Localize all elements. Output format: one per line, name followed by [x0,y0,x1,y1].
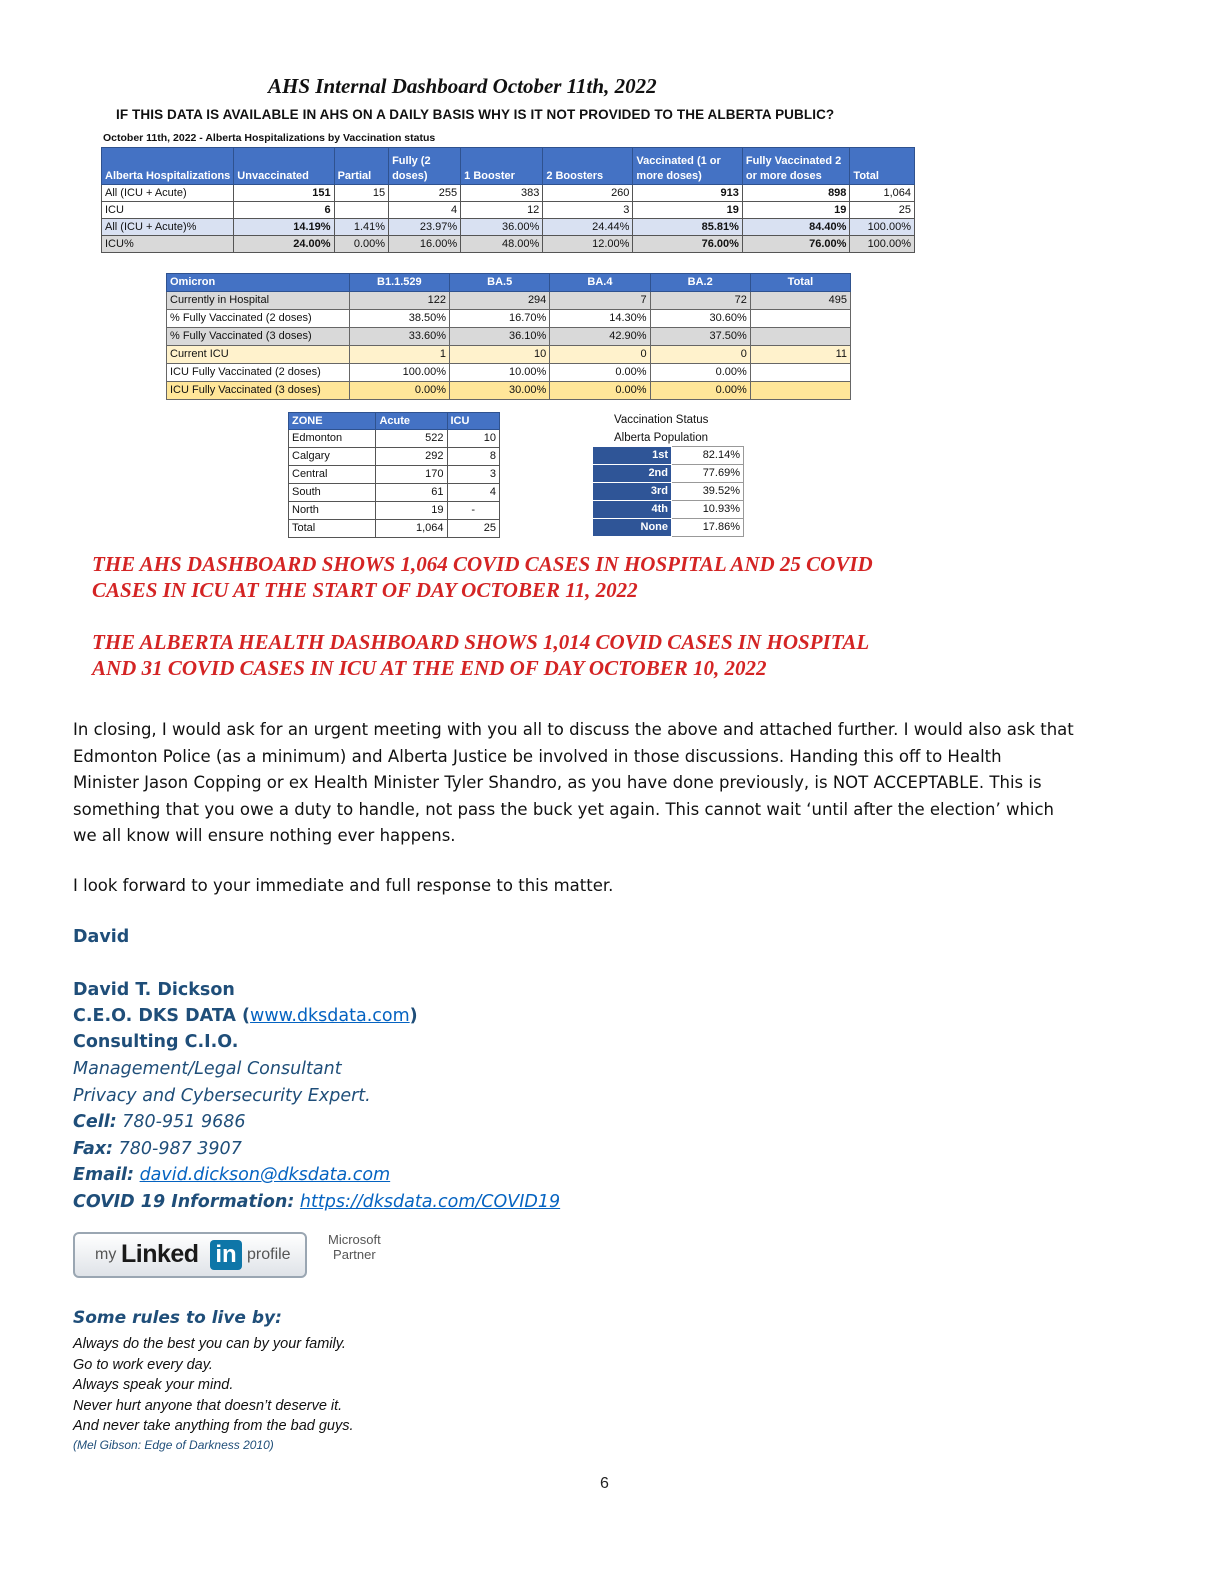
column-header: 2 Boosters [543,148,633,185]
rules-list [73,1334,354,1437]
table-cell: 33.60% [349,328,449,346]
table-cell: 25 [850,202,915,219]
table-header-row [289,413,500,430]
table-row [289,466,500,484]
table-cell: 522 [376,430,447,448]
linkedin-profile-text: profile [247,1246,291,1263]
table-cell: 10.00% [450,364,550,382]
table-cell: - [447,502,500,520]
column-header: Acute [376,413,447,430]
table-row [102,202,915,219]
table-cell: 76.00% [633,236,742,253]
table-cell: 42.90% [550,328,650,346]
rule-line: Always speak your mind. [73,1377,234,1393]
table-cell: 255 [389,185,461,202]
table-cell: 122 [349,292,449,310]
vaccination-status-heading [614,411,708,447]
column-header: BA.2 [650,274,750,292]
cell-label: Cell: [73,1112,117,1132]
signature-ceo-line [73,1003,418,1030]
note-line: THE ALBERTA HEALTH DASHBOARD SHOWS 1,014 COVID CASES IN HOSPITAL [92,630,870,654]
table-cell: South [289,484,376,502]
table-cell: 4 [389,202,461,219]
table-cell: 10 [447,430,500,448]
table-cell: All (ICU + Acute) [102,185,234,202]
vaccination-status-title: Vaccination Status [614,414,709,426]
table-cell: 12.00% [543,236,633,253]
hospitalizations-subtitle: October 11th, 2022 - Alberta Hospitalizations by Vaccination status [103,132,436,144]
table-cell: Total [289,520,376,538]
table-cell: Currently in Hospital [167,292,350,310]
table-row [167,292,851,310]
ahs-dashboard-note [92,551,873,603]
table-cell: 14.30% [550,310,650,328]
note-line: CASES IN ICU AT THE START OF DAY OCTOBER 11, 2022 [92,578,638,602]
note-line: THE AHS DASHBOARD SHOWS 1,064 COVID CASES IN HOSPITAL AND 25 COVID [92,552,873,576]
column-header: BA.5 [450,274,550,292]
rule-line: Always do the best you can by your family. [73,1336,346,1352]
table-cell [334,202,389,219]
table-cell: 16.70% [450,310,550,328]
table-cell: 383 [461,185,543,202]
vaccination-status-table [592,446,744,537]
table-cell: 7 [550,292,650,310]
website-link[interactable]: www.dksdata.com [250,1006,410,1026]
signature-fax [73,1136,242,1163]
table-cell: 3rd [593,483,672,501]
covid-label: COVID 19 Information: [73,1192,295,1212]
column-header: Alberta Hospitalizations [102,148,234,185]
table-cell: 4th [593,501,672,519]
paragraph-line: Edmonton Police (as a minimum) and Alberta Justice be involved in those discussions. Handing this off to Health [73,746,1002,766]
table-cell: 84.40% [742,219,850,236]
column-header: Partial [334,148,389,185]
omicron-table [166,273,851,400]
dashboard-question: IF THIS DATA IS AVAILABLE IN AHS ON A DAILY BASIS WHY IS IT NOT PROVIDED TO THE ALBERTA PUBLIC? [116,107,835,122]
table-cell: 72 [650,292,750,310]
rules-heading: Some rules to live by: [73,1308,282,1328]
table-header-row [167,274,851,292]
table-cell: 0.00% [349,382,449,400]
table-cell: 1,064 [376,520,447,538]
hospitalizations-table [101,147,915,253]
table-cell: 17.86% [672,519,744,537]
table-cell: Central [289,466,376,484]
signature-cell [73,1109,246,1136]
vaccination-status-subtitle: Alberta Population [614,432,708,444]
ceo-suffix: ) [409,1006,418,1026]
dashboard-title: AHS Internal Dashboard October 11th, 2022 [268,74,657,98]
linkedin-wordmark: Linked [121,1240,199,1268]
table-cell: 4 [447,484,500,502]
note-line: AND 31 COVID CASES IN ICU AT THE END OF DAY OCTOBER 10, 2022 [92,656,767,680]
signature-covid-info [73,1189,560,1216]
linkedin-my-text: my [95,1246,117,1263]
linkedin-profile-badge[interactable] [73,1232,307,1278]
table-row [167,382,851,400]
table-cell: 100.00% [850,236,915,253]
column-header: Total [750,274,850,292]
paragraph-line: we all know will ensure nothing ever happens. [73,826,456,845]
table-row [289,448,500,466]
covid-info-link[interactable]: https://dksdata.com/COVID19 [299,1192,561,1212]
column-header: Unvaccinated [234,148,334,185]
table-cell: 6 [234,202,334,219]
table-row [593,447,744,465]
table-cell: 0.00% [550,382,650,400]
linkedin-in-icon: in [210,1240,242,1270]
table-row [289,484,500,502]
table-cell: 0 [550,346,650,364]
table-cell: 0.00% [650,382,750,400]
table-cell: 24.00% [234,236,334,253]
ms-line: Microsoft [328,1232,381,1247]
table-row [167,328,851,346]
table-row [593,501,744,519]
table-cell: 898 [742,185,850,202]
column-header: ZONE [289,413,376,430]
table-cell: 19 [376,502,447,520]
table-cell: 15 [334,185,389,202]
column-header: Vaccinated (1 or more doses) [633,148,742,185]
signature-full-name: David T. Dickson [73,980,235,1000]
sign-off-name: David [73,927,130,947]
table-cell: 294 [450,292,550,310]
table-cell: 2nd [593,465,672,483]
email-label: Email: [73,1165,134,1185]
cell-number: 780-951 9686 [116,1112,246,1132]
table-cell: 12 [461,202,543,219]
column-header: B1.1.529 [349,274,449,292]
table-row [289,520,500,538]
table-cell: ICU Fully Vaccinated (3 doses) [167,382,350,400]
ceo-prefix: C.E.O. DKS DATA ( [73,1006,251,1026]
table-row [289,502,500,520]
paragraph-line: In closing, I would ask for an urgent meeting with you all to discuss the above and attached further. I would also ask that [73,720,1074,739]
table-cell: Calgary [289,448,376,466]
table-cell: % Fully Vaccinated (3 doses) [167,328,350,346]
table-cell: All (ICU + Acute)% [102,219,234,236]
microsoft-partner-logo [328,1232,381,1262]
signature-role: Consulting C.I.O. [73,1032,239,1052]
table-cell: North [289,502,376,520]
table-cell: 913 [633,185,742,202]
table-cell: 77.69% [672,465,744,483]
signature-email [73,1162,390,1189]
table-cell: 1st [593,447,672,465]
table-cell: 11 [750,346,850,364]
table-cell: 100.00% [850,219,915,236]
table-cell: 19 [633,202,742,219]
column-header: BA.4 [550,274,650,292]
table-cell: 170 [376,466,447,484]
table-cell: 1 [349,346,449,364]
table-cell: 0 [650,346,750,364]
table-cell [750,310,850,328]
table-row [102,219,915,236]
response-paragraph: I look forward to your immediate and full response to this matter. [73,876,614,895]
table-cell: 39.52% [672,483,744,501]
table-cell: 85.81% [633,219,742,236]
table-cell: Edmonton [289,430,376,448]
table-row [593,519,744,537]
column-header: Omicron [167,274,350,292]
fax-number: 780-987 3907 [113,1139,242,1159]
table-cell: 14.19% [234,219,334,236]
table-cell: 10 [450,346,550,364]
table-cell: 61 [376,484,447,502]
table-row [289,430,500,448]
table-cell: ICU Fully Vaccinated (2 doses) [167,364,350,382]
table-cell: 1.41% [334,219,389,236]
table-cell: 151 [234,185,334,202]
rule-line: Never hurt anyone that doesn’t deserve it. [73,1397,343,1414]
table-cell [750,328,850,346]
table-cell: 8 [447,448,500,466]
table-cell: 30.60% [650,310,750,328]
table-cell: 10.93% [672,501,744,519]
table-cell: ICU [102,202,234,219]
table-cell: 38.50% [349,310,449,328]
page-number: 6 [600,1475,609,1492]
table-cell: 19 [742,202,850,219]
rules-credit: (Mel Gibson: Edge of Darkness 2010) [73,1438,274,1452]
table-cell: 3 [543,202,633,219]
table-cell: 36.00% [461,219,543,236]
table-cell: Current ICU [167,346,350,364]
ms-line: Partner [333,1247,376,1262]
table-cell: 292 [376,448,447,466]
table-cell: 100.00% [349,364,449,382]
zone-table [288,412,500,538]
table-cell: 0.00% [650,364,750,382]
table-cell: % Fully Vaccinated (2 doses) [167,310,350,328]
table-cell: 24.44% [543,219,633,236]
table-row [593,483,744,501]
table-cell: 495 [750,292,850,310]
table-cell: 23.97% [389,219,461,236]
table-cell: None [593,519,672,537]
table-cell [750,382,850,400]
rule-line: Go to work every day. [73,1356,213,1373]
column-header: Total [850,148,915,185]
table-row [102,236,915,253]
table-row [167,346,851,364]
table-row [167,310,851,328]
email-link[interactable]: david.dickson@dksdata.com [139,1165,391,1185]
closing-paragraph [73,717,1153,850]
paragraph-line: Minister Jason Copping or ex Health Minister Tyler Shandro, as you have done previously, is NOT ACCEPTABLE. This is [73,773,1042,792]
table-cell: 0.00% [334,236,389,253]
paragraph-line: something that you owe a duty to handle, not pass the buck yet again. This cannot wait ‘until after the election’ which [73,799,1055,819]
table-cell: 1,064 [850,185,915,202]
table-row [102,185,915,202]
signature-title-2: Privacy and Cybersecurity Expert. [73,1086,371,1106]
table-cell: 0.00% [550,364,650,382]
column-header: Fully Vaccinated 2 or more doses [742,148,850,185]
table-row [167,364,851,382]
table-cell: 82.14% [672,447,744,465]
column-header: 1 Booster [461,148,543,185]
alberta-health-dashboard-note [92,629,869,681]
table-row [593,465,744,483]
table-cell: 16.00% [389,236,461,253]
column-header: ICU [447,413,500,430]
column-header: Fully (2 doses) [389,148,461,185]
table-cell: ICU% [102,236,234,253]
table-cell: 3 [447,466,500,484]
table-cell: 30.00% [450,382,550,400]
table-header-row [102,148,915,185]
fax-label: Fax: [73,1139,114,1159]
table-cell: 76.00% [742,236,850,253]
table-cell: 25 [447,520,500,538]
table-cell [750,364,850,382]
table-cell: 36.10% [450,328,550,346]
table-cell: 260 [543,185,633,202]
rule-line: And never take anything from the bad guys. [73,1418,354,1434]
table-cell: 37.50% [650,328,750,346]
signature-title-1: Management/Legal Consultant [73,1059,342,1079]
table-cell: 48.00% [461,236,543,253]
